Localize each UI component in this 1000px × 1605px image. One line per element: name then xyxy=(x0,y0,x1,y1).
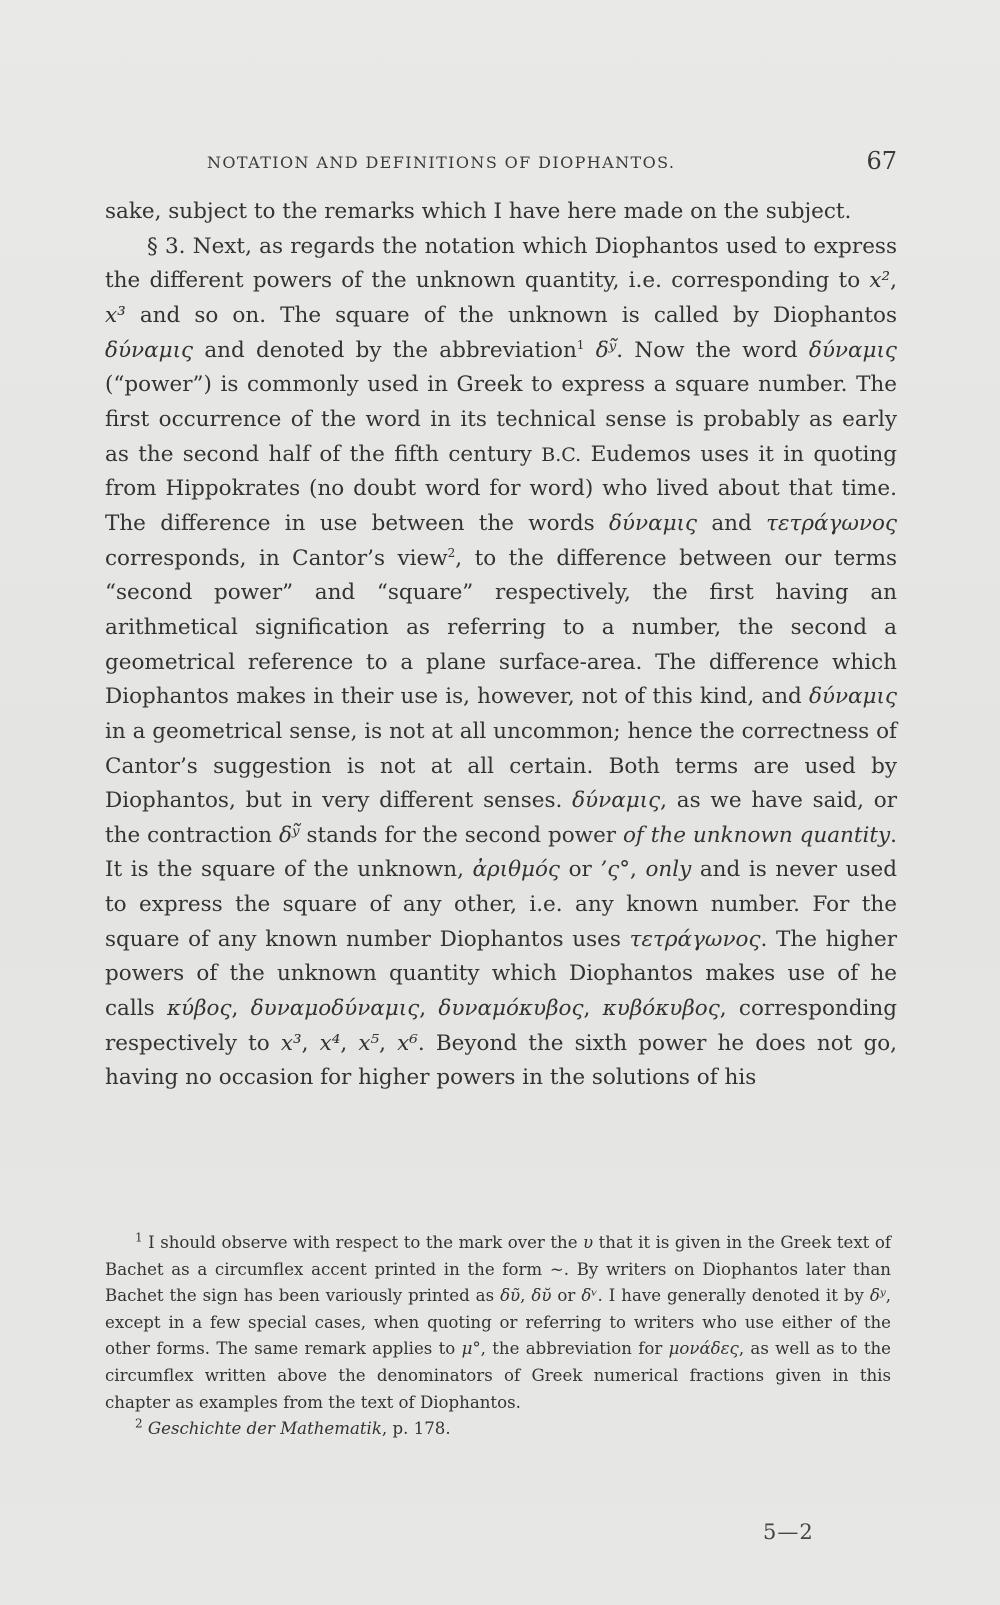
greek-term: δύναμις xyxy=(572,788,661,814)
text-run: stands for the second power xyxy=(299,822,623,848)
greek-symbol: ’ς° xyxy=(600,857,631,883)
greek-abbreviation: δʸ̃ xyxy=(278,822,300,848)
math-x2: x² xyxy=(869,268,891,294)
greek-abbreviation: δʸ xyxy=(869,1286,886,1306)
greek-term: τετράγωνος xyxy=(766,510,897,536)
text-run: , to the difference between our terms “second power” and “square” respectively, the first having an arithmetical signification as referring to a number, the second a geometrical reference to a plane surface-area. The difference which Diophantos makes in their use is, however, not of this kind, and xyxy=(105,545,897,710)
italic-phrase: of the unknown quantity xyxy=(622,822,891,848)
text-run: . Now the word xyxy=(616,337,809,363)
text-run: , xyxy=(630,857,646,883)
text-run: and denoted by the abbreviation xyxy=(193,337,577,363)
greek-abbreviation: δῠ xyxy=(531,1286,552,1306)
text-run: , xyxy=(520,1286,532,1306)
page-number: 67 xyxy=(866,147,897,175)
text-run: I should observe with respect to the mark over the xyxy=(142,1233,584,1252)
text-run: that it is given in the Greek text of Bachet as a circumflex accent printed in the form ~. By writers on Diophantos later than Bachet the sign has been variously printed as xyxy=(105,1233,891,1306)
text-run: in a geometrical sense, is not at all uncommon; hence the correctness of Cantor’s suggestion is not at all certain. Both terms are used by Diophantos, but in very different senses. xyxy=(105,718,897,814)
footnotes xyxy=(105,1230,891,1443)
italic-word: only xyxy=(645,857,692,883)
greek-term: δυναμοδύναμις xyxy=(250,996,420,1022)
greek-abbreviation: δʸ̃ xyxy=(595,337,617,363)
printer-signature: 5—2 xyxy=(763,1520,814,1544)
text-run: . The higher powers of the unknown quantity which Diophantos makes use of he calls xyxy=(105,926,897,1022)
footnote-1 xyxy=(105,1230,891,1416)
text-run: , except in a few special cases, when quoting or referring to writers who use either of the other forms. The same remark applies to xyxy=(105,1286,891,1359)
text-run xyxy=(584,338,595,363)
running-head xyxy=(207,147,897,177)
text-run: . Beyond the sixth power he does not go, having no occasion for higher powers in the solutions of his xyxy=(105,1030,898,1091)
era-abbreviation: B.C. xyxy=(541,443,582,466)
text-run: , xyxy=(301,1030,320,1056)
footnote-marker: 1 xyxy=(135,1230,143,1245)
text-run: , as well as to the circumflex written above the denominators of Greek numerical fractions given in this chapter as examples from the text of Diophantos. xyxy=(105,1339,892,1412)
footnote-ref-2: 2 xyxy=(447,545,456,560)
greek-term: δύναμις xyxy=(105,337,194,363)
text-run: , as we have said, or the contraction xyxy=(105,788,897,848)
greek-term: δύναμις xyxy=(808,684,897,710)
greek-term: μονάδες xyxy=(668,1339,739,1359)
text-run: , xyxy=(379,1030,398,1056)
greek-term: κύβος xyxy=(166,996,232,1022)
text-run: , xyxy=(583,996,603,1022)
text-run: and xyxy=(697,510,767,536)
text-run: , xyxy=(419,996,439,1022)
math-x3: x³ xyxy=(280,1030,302,1056)
text-run: corresponds, in Cantor’s view xyxy=(105,545,448,571)
running-title: NOTATION AND DEFINITIONS OF DIOPHANTOS. xyxy=(207,153,676,172)
footnote-ref-1: 1 xyxy=(576,337,585,352)
text-run: . It is the square of the unknown, xyxy=(105,822,898,883)
paragraph-section-3 xyxy=(105,230,897,1096)
greek-term: δύναμις xyxy=(808,337,897,363)
text-run: and is never used to express the square of any other, i.e. any known number. For the square of any known number Diophantos uses xyxy=(105,857,898,952)
text-run: , xyxy=(890,268,897,294)
text-run: , p. 178. xyxy=(381,1419,451,1439)
text-run: , xyxy=(231,996,251,1022)
footnote-marker: 2 xyxy=(135,1416,143,1431)
section-marker: § 3. xyxy=(147,233,186,259)
text-run: . I have generally denoted it by xyxy=(597,1286,870,1306)
text-run: , corresponding respectively to xyxy=(105,996,898,1056)
math-x6: x⁶ xyxy=(397,1030,418,1056)
text-run: , the abbreviation for xyxy=(480,1339,669,1359)
main-text xyxy=(105,195,897,1096)
text-run: (“power”) is commonly used in Greek to express a square number. The first occurrence of the word in its technical sense is probably as early as the second half of the fifth century xyxy=(105,372,897,467)
text-run: and so on. The square of the unknown is called by Diophantos xyxy=(125,302,897,328)
greek-term: ἀριθμός xyxy=(472,857,560,883)
greek-letter: υ xyxy=(583,1233,594,1252)
greek-term: δυναμόκυβος xyxy=(438,996,584,1022)
footnote-2 xyxy=(105,1416,891,1443)
greek-term: δύναμις xyxy=(608,510,698,536)
greek-term: τετράγωνος xyxy=(629,926,761,952)
cited-work-title: Geschichte der Mathematik xyxy=(147,1419,382,1439)
text-run: , xyxy=(340,1030,359,1056)
greek-abbreviation: δᵛ xyxy=(581,1286,598,1306)
text-run: Eudemos uses it in quoting from Hippokrates (no doubt word for word) who lived about that time. The difference in use between the words xyxy=(105,441,897,536)
greek-term: κυβόκυβος xyxy=(602,996,720,1022)
math-x3: x³ xyxy=(105,302,126,328)
text-run: or xyxy=(551,1286,582,1306)
math-x5: x⁵ xyxy=(358,1030,380,1056)
text-run: Next, as regards the notation which Diophantos used to express the different powers of the unknown quantity, i.e. corresponding to xyxy=(105,233,897,294)
greek-abbreviation: μ° xyxy=(461,1339,481,1359)
paragraph-continuation: sake, subject to the remarks which I have here made on the subject. xyxy=(105,199,852,224)
text-run: or xyxy=(559,857,601,883)
math-x4: x⁴ xyxy=(319,1030,341,1056)
greek-abbreviation: δῦ xyxy=(500,1286,521,1306)
